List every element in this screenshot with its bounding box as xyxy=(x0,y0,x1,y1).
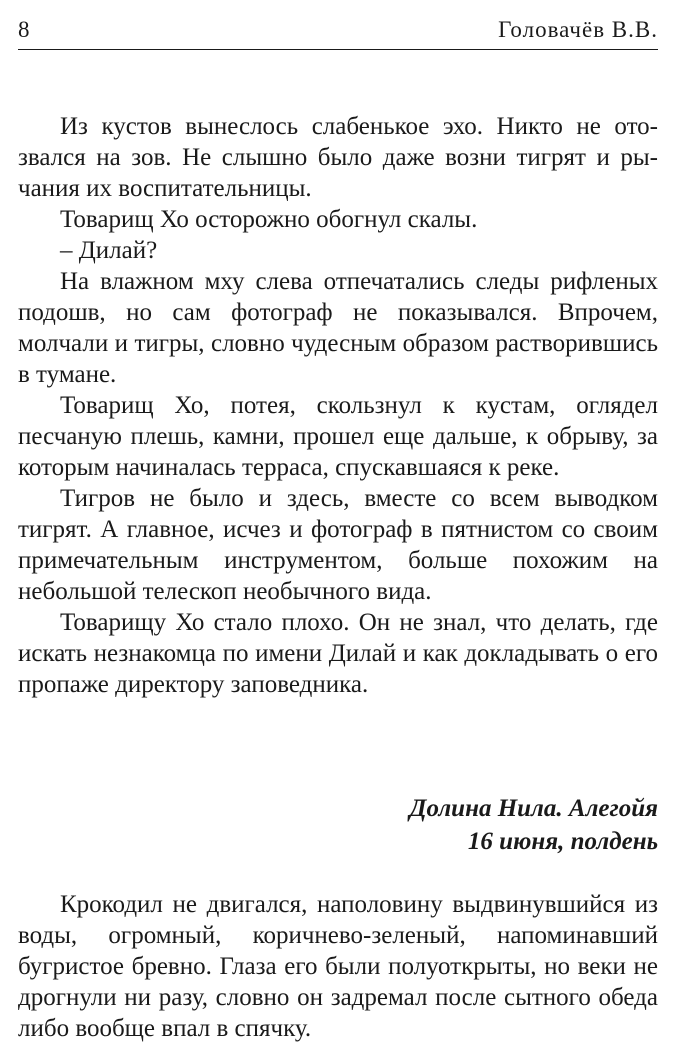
paragraph: Крокодил не двигался, наполовину выдвинувшийся из воды, огромный, коричнево-зеленый, напоминавший бугристое бревно. Глаза его были полуоткрыты, но веки не дрогнули ни разу, словно он задремал после сытного обеда либо вообще впал в спячку. xyxy=(18,891,658,1042)
paragraph: На влажном мху слева отпечатались следы рифленых подошв, но сам фотограф не показывался. Впрочем, молчали и тигры, словно чудесным образом растворившись в тумане. xyxy=(18,268,658,388)
section-heading xyxy=(18,792,658,858)
paragraph: Товарищ Хо осторожно обогнул скалы. xyxy=(60,206,478,233)
paragraph: – Дилай? xyxy=(60,237,158,264)
book-page xyxy=(18,0,658,1060)
section-date: 16 июня, полдень xyxy=(467,828,658,855)
running-head xyxy=(18,13,658,50)
paragraph: Тигров не было и здесь, вместе со всем выводком тигрят. А главное, исчез и фотограф в пятнистом со своим примечательным инструментом, больше похожим на небольшой телескоп необычного вида. xyxy=(18,485,658,605)
paragraph: Товарищ Хо, потея, скользнул к кустам, оглядел песчаную плешь, камни, прошел еще дальше, к обрыву, за которым начиналась терраса, спускавшаяся к реке. xyxy=(18,392,658,481)
paragraph: Из кустов вынеслось слабенькое эхо. Никто не отозвался на зов. Не слышно было даже возни тигрят и рычания их воспитательницы. xyxy=(18,113,658,202)
section-place: Долина Нила. Алегойя xyxy=(409,795,658,822)
body-text-continued xyxy=(18,889,658,1044)
running-title: Головачёв В.В. xyxy=(498,17,658,42)
paragraph: Товарищу Хо стало плохо. Он не знал, что делать, где искать незнакомца по имени Дилай и как докладывать о его пропаже директору заповедника. xyxy=(18,609,658,698)
body-text xyxy=(18,111,658,700)
page-number: 8 xyxy=(18,17,31,42)
